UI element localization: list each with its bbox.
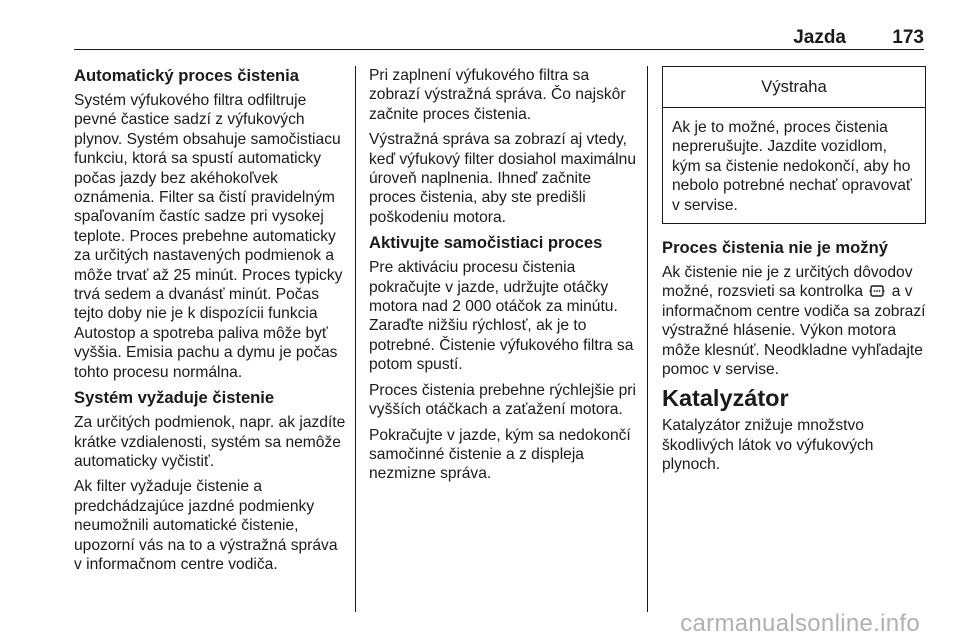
watermark: carmanualsonline.info	[680, 610, 920, 637]
paragraph: Za určitých podmienok, napr. ak jazdíte krátke vzdialenosti, systém sa nemôže automaticky vyčistiť.	[74, 414, 346, 470]
section-title-catalytic-converter: Katalyzátor	[662, 385, 789, 412]
warning-box	[662, 66, 926, 224]
page-header	[74, 27, 924, 49]
chapter-title: Jazda	[793, 27, 846, 48]
paragraph: Systém výfukového filtra odfiltruje pevné častice sadzí z výfukových plynov. Systém obsahuje samočistiacu funkciu, ktorá sa spustí automaticky počas jazdy bez akéhokoľvek oznámenia. Filter sa čistí pravidelným spaľovaním častíc sadze pri vysokej teplote. Proces prebehne automaticky za určitých nastavených podmienok a môže trvať až 25 minút. Proces typicky trvá sedem a dvanásť minút. Počas tejto doby nie je k dispozícii funkcia Autostop a spotreba paliva môže byť vyššia. Emisia pachu a dymu je počas tohto procesu normálna.	[74, 92, 343, 381]
paragraph	[662, 263, 926, 379]
paragraph: Katalyzátor znižuje množstvo škodlivých látok vo výfukových plynoch.	[662, 417, 874, 474]
page-number: 173	[892, 27, 924, 48]
column-divider-1	[355, 66, 356, 612]
section-title-automatic-cleaning: Automatický proces čistenia	[74, 66, 300, 85]
warning-title: Výstraha	[663, 67, 925, 108]
paragraph: Pre aktiváciu procesu čistenia pokračujte v jazde, udržujte otáčky motora nad 2 000 otáčok za minútu. Zaraďte nižšiu rýchlosť, ak je to potrebné. Čistenie výfukového filtra sa potom spustí.	[369, 259, 634, 374]
paragraph-text-start: Ak čistenie nie je z určitých dôvodov možné, rozsvieti sa kontrolka	[662, 264, 913, 301]
column-2	[369, 66, 637, 490]
paragraph: Výstražná správa sa zobrazí aj vtedy, keď výfukový filter dosiahol maximálnu úroveň naplnenia. Ihneď začnite proces čistenia, aby ste predišli poškodeniu motora.	[369, 131, 636, 226]
paragraph: Proces čistenia prebehne rýchlejšie pri vyšších otáčkach a zaťažení motora.	[369, 381, 636, 419]
section-title-activate-self-cleaning: Aktivujte samočistiaci proces	[369, 233, 603, 253]
paragraph: Pokračujte v jazde, kým sa nedokončí samočinné čistenie a z displeja nezmizne správa.	[369, 426, 631, 483]
section-title-cleaning-required: Systém vyžaduje čistenie	[74, 388, 275, 408]
section-title-cleaning-not-possible: Proces čistenia nie je možný	[662, 238, 888, 258]
warning-body	[663, 108, 925, 223]
header-rule	[74, 49, 924, 50]
paragraph: Ak filter vyžaduje čistenie a predchádzajúce jazdné podmienky neumožnili automatické čistenie, upozorní vás na to a výstražná správa v informačnom centre vodiča.	[74, 478, 338, 573]
warning-text: Ak je to možné, proces čistenia neprerušujte. Jazdite vozidlom, kým sa čistenie nedokončí, aby ho nebolo potrebné nechať opravovať v servise.	[672, 119, 912, 214]
column-divider-2	[647, 66, 648, 612]
paragraph-text-end: a v informačnom centre vodiča sa zobrazí výstražné hlásenie. Výkon motora môže klesnúť. Neodkladne vyhľadajte pomoc v servise.	[662, 283, 926, 379]
column-3	[662, 66, 926, 481]
paragraph: Pri zaplnení výfukového filtra sa zobrazí výstražná správa. Čo najskôr začnite proces čistenia.	[369, 67, 626, 123]
exhaust-filter-warning-icon	[869, 284, 885, 298]
column-1	[74, 66, 348, 580]
